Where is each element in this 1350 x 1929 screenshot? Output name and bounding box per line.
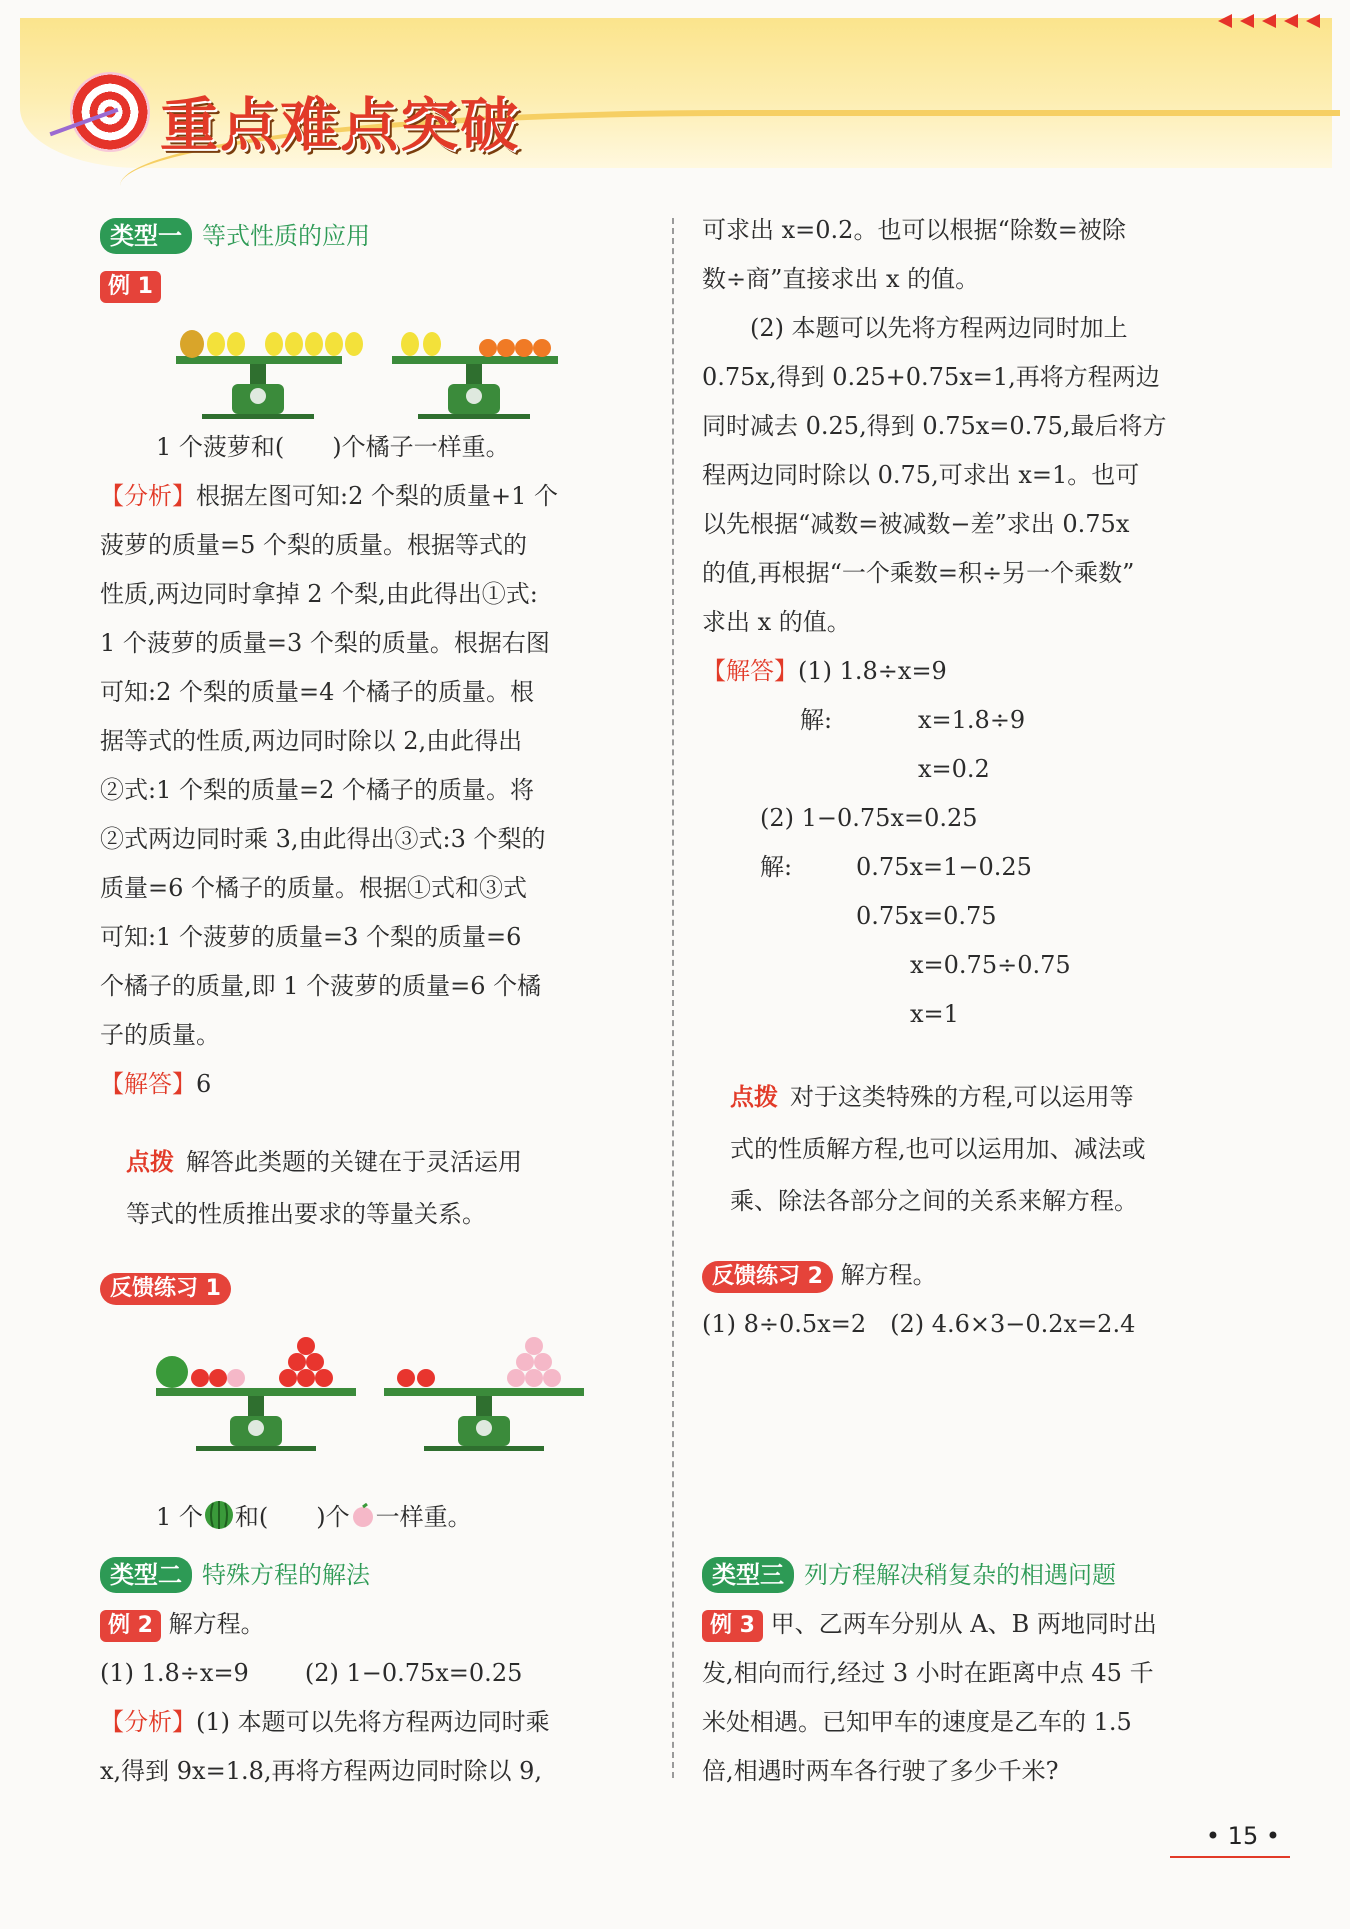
page-title: 重点难点突破 xyxy=(160,91,521,159)
ex1-heading xyxy=(100,261,640,310)
left-scale-icon xyxy=(156,1337,356,1451)
ex2-q1: (1) 1.8÷x=9 xyxy=(100,1659,249,1687)
type3-heading xyxy=(702,1551,1247,1600)
analysis-line: 质量=6 个橘子的质量。根据①式和③式 xyxy=(100,874,528,902)
column-divider xyxy=(672,218,674,1778)
ex3-text: 甲、乙两车分别从 A、B 两地同时出 xyxy=(770,1610,1157,1638)
solution-step: x=1.8÷9 xyxy=(918,706,1026,734)
fb1-scales-illustration xyxy=(150,1336,590,1454)
tip-line: 对于这类特殊的方程,可以运用等 xyxy=(790,1083,1134,1111)
ex1-scales-illustration xyxy=(170,318,570,420)
tip-label: 点拨 xyxy=(126,1148,174,1176)
analysis-line: 子的质量。 xyxy=(100,1021,220,1049)
arrow-left-icon xyxy=(1240,14,1254,28)
page-number: • 15 • xyxy=(1205,1822,1280,1850)
solution-step: x=1 xyxy=(910,1000,959,1028)
tip1-block xyxy=(126,1136,646,1240)
analysis-line: 个橘子的质量,即 1 个菠萝的质量=6 个橘 xyxy=(100,972,542,1000)
answer-label: 【解答】 xyxy=(702,657,798,685)
answer-value: 6 xyxy=(196,1070,212,1098)
type2-title: 特殊方程的解法 xyxy=(202,1561,370,1589)
right-line: 以先根据“减数=被减数−差”求出 0.75x xyxy=(702,510,1130,538)
fb1-question xyxy=(156,1493,472,1542)
right-scale-icon xyxy=(392,332,558,419)
type2-badge: 类型二 xyxy=(100,1557,192,1593)
right-column xyxy=(702,206,1247,1039)
ex2-badge: 例 2 xyxy=(100,1610,161,1642)
solution-step: 0.75x=1−0.25 xyxy=(856,853,1032,881)
right-line: 程两边同时除以 0.75,可求出 x=1。也可 xyxy=(702,461,1140,489)
tip2-block xyxy=(730,1071,1250,1227)
tip-line: 解答此类题的关键在于灵活运用 xyxy=(186,1148,522,1176)
analysis-line: 根据左图可知:2 个梨的质量+1 个 xyxy=(196,482,558,510)
solution-step: 解: xyxy=(800,706,833,734)
fb2-question: (1) 8÷0.5x=2 (2) 4.6×3−0.2x=2.4 xyxy=(702,1310,1136,1338)
right-line: 可求出 x=0.2。也可以根据“除数=被除 xyxy=(702,216,1126,244)
fb1-heading xyxy=(100,1263,231,1312)
fb1-question-part: 一样重。 xyxy=(375,1503,472,1531)
ex3-line: 米处相遇。已知甲车的速度是乙车的 1.5 xyxy=(702,1708,1132,1736)
fb2-badge: 反馈练习 2 xyxy=(702,1261,833,1293)
analysis-label: 【分析】 xyxy=(100,482,196,510)
tip-line: 乘、除法各部分之间的关系来解方程。 xyxy=(730,1187,1138,1215)
type1-badge: 类型一 xyxy=(100,218,192,254)
arrow-left-icon xyxy=(1218,14,1232,28)
analysis-line: 菠萝的质量=5 个梨的质量。根据等式的 xyxy=(100,531,528,559)
arrow-left-icon xyxy=(1284,14,1298,28)
page-number-underline xyxy=(1170,1856,1290,1858)
solution-step: x=0.2 xyxy=(918,755,990,783)
solution-step: 解: xyxy=(760,853,793,881)
solution-line xyxy=(702,647,1247,696)
solution-step: x=0.75÷0.75 xyxy=(910,951,1071,979)
type1-title: 等式性质的应用 xyxy=(202,222,370,250)
right-line: 0.75x,得到 0.25+0.75x=1,再将方程两边 xyxy=(702,363,1160,391)
tip-line: 式的性质解方程,也可以运用加、减法或 xyxy=(730,1135,1146,1163)
ex3-line: 发,相向而行,经过 3 小时在距离中点 45 千 xyxy=(702,1659,1154,1687)
analysis-line: ②式两边同时乘 3,由此得出③式:3 个梨的 xyxy=(100,825,546,853)
left-column-cont xyxy=(100,423,640,1109)
type3-title: 列方程解决稍复杂的相遇问题 xyxy=(804,1561,1116,1589)
analysis-line: 可知:1 个菠萝的质量=3 个梨的质量=6 xyxy=(100,923,522,951)
right-line: 求出 x 的值。 xyxy=(702,608,851,636)
ex2-title: 解方程。 xyxy=(168,1610,265,1638)
solution-step: 0.75x=0.75 xyxy=(856,902,997,930)
analysis-line: 1 个菠萝的质量=3 个梨的质量。根据右图 xyxy=(100,629,550,657)
arrow-left-icon xyxy=(1306,14,1320,28)
left-scale-icon xyxy=(176,330,363,419)
answer-label: 【解答】 xyxy=(100,1070,196,1098)
peach-icon xyxy=(350,1503,376,1529)
fb2-title: 解方程。 xyxy=(840,1261,937,1289)
ex3-line: 倍,相遇时两车各行驶了多少千米? xyxy=(702,1757,1059,1785)
right-line: 的值,再根据“一个乘数=积÷另一个乘数” xyxy=(702,559,1135,587)
right-column-bottom xyxy=(702,1551,1247,1796)
fb1-badge: 反馈练习 1 xyxy=(100,1273,231,1305)
ex1-question: 1 个菠萝和( )个橘子一样重。 xyxy=(156,433,510,461)
right-line: 同时减去 0.25,得到 0.75x=0.75,最后将方 xyxy=(702,412,1167,440)
tip-line: 等式的性质推出要求的等量关系。 xyxy=(126,1200,486,1228)
ex3-line xyxy=(702,1600,1247,1649)
ex3-badge: 例 3 xyxy=(702,1610,763,1642)
solution-line xyxy=(702,843,1247,892)
arrow-left-icon xyxy=(1262,14,1276,28)
answer-line xyxy=(100,1060,640,1109)
analysis2-line: x,得到 9x=1.8,再将方程两边同时除以 9, xyxy=(100,1757,543,1785)
fb1-question-part: 1 个 xyxy=(156,1503,203,1531)
ex1-badge: 例 1 xyxy=(100,271,161,303)
watermelon-icon xyxy=(203,1499,235,1531)
analysis2-line xyxy=(100,1698,640,1747)
analysis-line: 性质,两边同时拿掉 2 个梨,由此得出①式: xyxy=(100,580,538,608)
analysis-line: 据等式的性质,两边同时除以 2,由此得出 xyxy=(100,727,523,755)
right-line: 数÷商”直接求出 x 的值。 xyxy=(702,265,980,293)
ex2-questions xyxy=(100,1649,640,1698)
analysis2-label: 【分析】 xyxy=(100,1708,196,1736)
solution-step: (2) 1−0.75x=0.25 xyxy=(760,804,978,832)
right-line: (2) 本题可以先将方程两边同时加上 xyxy=(750,314,1128,342)
arrow-decoration xyxy=(1218,14,1320,28)
type1-heading xyxy=(100,212,640,261)
solution-step: (1) 1.8÷x=9 xyxy=(798,657,947,685)
right-scale-icon xyxy=(384,1337,584,1451)
fb1-question-part: 和( )个 xyxy=(234,1503,350,1531)
analysis-line: ②式:1 个梨的质量=2 个橘子的质量。将 xyxy=(100,776,534,804)
type3-badge: 类型三 xyxy=(702,1557,794,1593)
solution-line xyxy=(702,696,1247,745)
left-column xyxy=(100,212,640,310)
analysis2-text: (1) 本题可以先将方程两边同时乘 xyxy=(196,1708,550,1736)
analysis-paragraph xyxy=(100,472,640,521)
tip-label: 点拨 xyxy=(730,1083,778,1111)
type2-heading xyxy=(100,1551,640,1600)
ex2-q2: (2) 1−0.75x=0.25 xyxy=(304,1659,523,1687)
left-column-bottom xyxy=(100,1551,640,1796)
analysis-line: 可知:2 个梨的质量=4 个橘子的质量。根 xyxy=(100,678,534,706)
ex2-heading xyxy=(100,1600,640,1649)
fb2-block xyxy=(702,1251,1247,1349)
